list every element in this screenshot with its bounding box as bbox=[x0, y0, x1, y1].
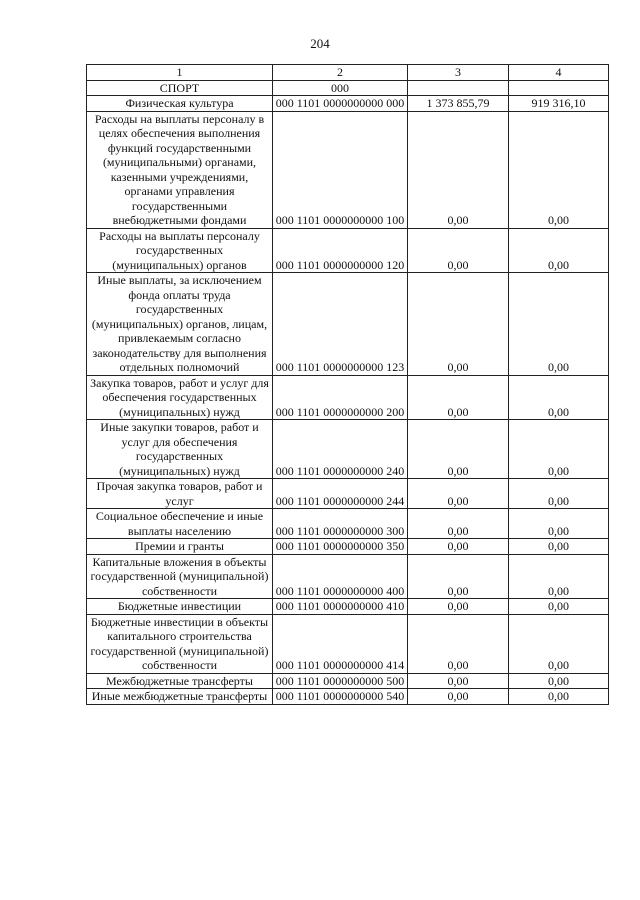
cell-value-col3: 0,00 bbox=[408, 420, 509, 479]
cell-expense-name: Социальное обеспечение и иные выплаты населению bbox=[87, 509, 273, 539]
cell-value-col4: 0,00 bbox=[509, 673, 609, 689]
cell-expense-name: Премии и гранты bbox=[87, 539, 273, 555]
table-row bbox=[87, 111, 609, 228]
column-header-3: 3 bbox=[408, 65, 509, 81]
cell-value-col3: 0,00 bbox=[408, 673, 509, 689]
cell-expense-name: Капитальные вложения в объекты государственной (муниципальной) собственности bbox=[87, 554, 273, 599]
cell-value-col4: 0,00 bbox=[509, 689, 609, 705]
cell-budget-code: 000 1101 0000000000 000 bbox=[273, 96, 408, 112]
cell-budget-code: 000 1101 0000000000 244 bbox=[273, 479, 408, 509]
table-row bbox=[87, 80, 609, 96]
cell-budget-code: 000 1101 0000000000 300 bbox=[273, 509, 408, 539]
table-row bbox=[87, 554, 609, 599]
cell-value-col4: 0,00 bbox=[509, 614, 609, 673]
table-row bbox=[87, 673, 609, 689]
table-row bbox=[87, 273, 609, 376]
table-row bbox=[87, 599, 609, 615]
table-row bbox=[87, 420, 609, 479]
cell-value-col4: 0,00 bbox=[509, 375, 609, 420]
cell-budget-code: 000 1101 0000000000 123 bbox=[273, 273, 408, 376]
cell-value-col3: 0,00 bbox=[408, 228, 509, 273]
cell-expense-name: Расходы на выплаты персоналу государственных (муниципальных) органов bbox=[87, 228, 273, 273]
column-header-2: 2 bbox=[273, 65, 408, 81]
cell-value-col3: 0,00 bbox=[408, 539, 509, 555]
cell-budget-code: 000 1101 0000000000 540 bbox=[273, 689, 408, 705]
table-row bbox=[87, 539, 609, 555]
cell-value-col4: 0,00 bbox=[509, 539, 609, 555]
cell-expense-name: Прочая закупка товаров, работ и услуг bbox=[87, 479, 273, 509]
cell-value-col3: 1 373 855,79 bbox=[408, 96, 509, 112]
cell-budget-code: 000 1101 0000000000 350 bbox=[273, 539, 408, 555]
table-header-row bbox=[87, 65, 609, 81]
cell-value-col4: 0,00 bbox=[509, 228, 609, 273]
cell-budget-code: 000 bbox=[273, 80, 408, 96]
cell-expense-name: Бюджетные инвестиции bbox=[87, 599, 273, 615]
column-header-4: 4 bbox=[509, 65, 609, 81]
cell-value-col3: 0,00 bbox=[408, 479, 509, 509]
cell-expense-name: Расходы на выплаты персоналу в целях обеспечения выполнения функций государственными (муниципальными) органами, казенными учреждениями, органами управления государственными внебюджетными фондами bbox=[87, 111, 273, 228]
budget-table bbox=[86, 64, 609, 705]
cell-expense-name: Закупка товаров, работ и услуг для обеспечения государственных (муниципальных) нужд bbox=[87, 375, 273, 420]
cell-value-col3: 0,00 bbox=[408, 375, 509, 420]
cell-value-col4: 0,00 bbox=[509, 554, 609, 599]
cell-budget-code: 000 1101 0000000000 240 bbox=[273, 420, 408, 479]
cell-expense-name: Межбюджетные трансферты bbox=[87, 673, 273, 689]
cell-budget-code: 000 1101 0000000000 410 bbox=[273, 599, 408, 615]
cell-value-col4: 0,00 bbox=[509, 111, 609, 228]
cell-expense-name: Иные закупки товаров, работ и услуг для обеспечения государственных (муниципальных) нужд bbox=[87, 420, 273, 479]
cell-value-col4: 0,00 bbox=[509, 420, 609, 479]
column-header-1: 1 bbox=[87, 65, 273, 81]
table-row bbox=[87, 509, 609, 539]
cell-value-col3: 0,00 bbox=[408, 111, 509, 228]
cell-expense-name: Иные межбюджетные трансферты bbox=[87, 689, 273, 705]
cell-value-col4: 0,00 bbox=[509, 273, 609, 376]
cell-value-col3: 0,00 bbox=[408, 273, 509, 376]
cell-value-col4: 0,00 bbox=[509, 509, 609, 539]
cell-value-col3: 0,00 bbox=[408, 554, 509, 599]
cell-budget-code: 000 1101 0000000000 200 bbox=[273, 375, 408, 420]
cell-budget-code: 000 1101 0000000000 414 bbox=[273, 614, 408, 673]
cell-expense-name: Иные выплаты, за исключением фонда оплаты труда государственных (муниципальных) органов, лицам, привлекаемым согласно законодательству для выполнения отдельных полномочий bbox=[87, 273, 273, 376]
table-row bbox=[87, 614, 609, 673]
cell-budget-code: 000 1101 0000000000 120 bbox=[273, 228, 408, 273]
table-row bbox=[87, 228, 609, 273]
cell-value-col4 bbox=[509, 80, 609, 96]
cell-expense-name: Физическая культура bbox=[87, 96, 273, 112]
table-row bbox=[87, 96, 609, 112]
cell-value-col3: 0,00 bbox=[408, 689, 509, 705]
table-body bbox=[87, 80, 609, 704]
cell-value-col3: 0,00 bbox=[408, 509, 509, 539]
cell-budget-code: 000 1101 0000000000 500 bbox=[273, 673, 408, 689]
table-row bbox=[87, 375, 609, 420]
cell-value-col3: 0,00 bbox=[408, 599, 509, 615]
cell-value-col4: 919 316,10 bbox=[509, 96, 609, 112]
table-row bbox=[87, 479, 609, 509]
cell-value-col3 bbox=[408, 80, 509, 96]
table-row bbox=[87, 689, 609, 705]
cell-value-col3: 0,00 bbox=[408, 614, 509, 673]
cell-expense-name: СПОРТ bbox=[87, 80, 273, 96]
cell-budget-code: 000 1101 0000000000 100 bbox=[273, 111, 408, 228]
cell-budget-code: 000 1101 0000000000 400 bbox=[273, 554, 408, 599]
cell-value-col4: 0,00 bbox=[509, 479, 609, 509]
page-number: 204 bbox=[310, 36, 330, 51]
cell-expense-name: Бюджетные инвестиции в объекты капитального строительства государственной (муниципальной) собственности bbox=[87, 614, 273, 673]
cell-value-col4: 0,00 bbox=[509, 599, 609, 615]
